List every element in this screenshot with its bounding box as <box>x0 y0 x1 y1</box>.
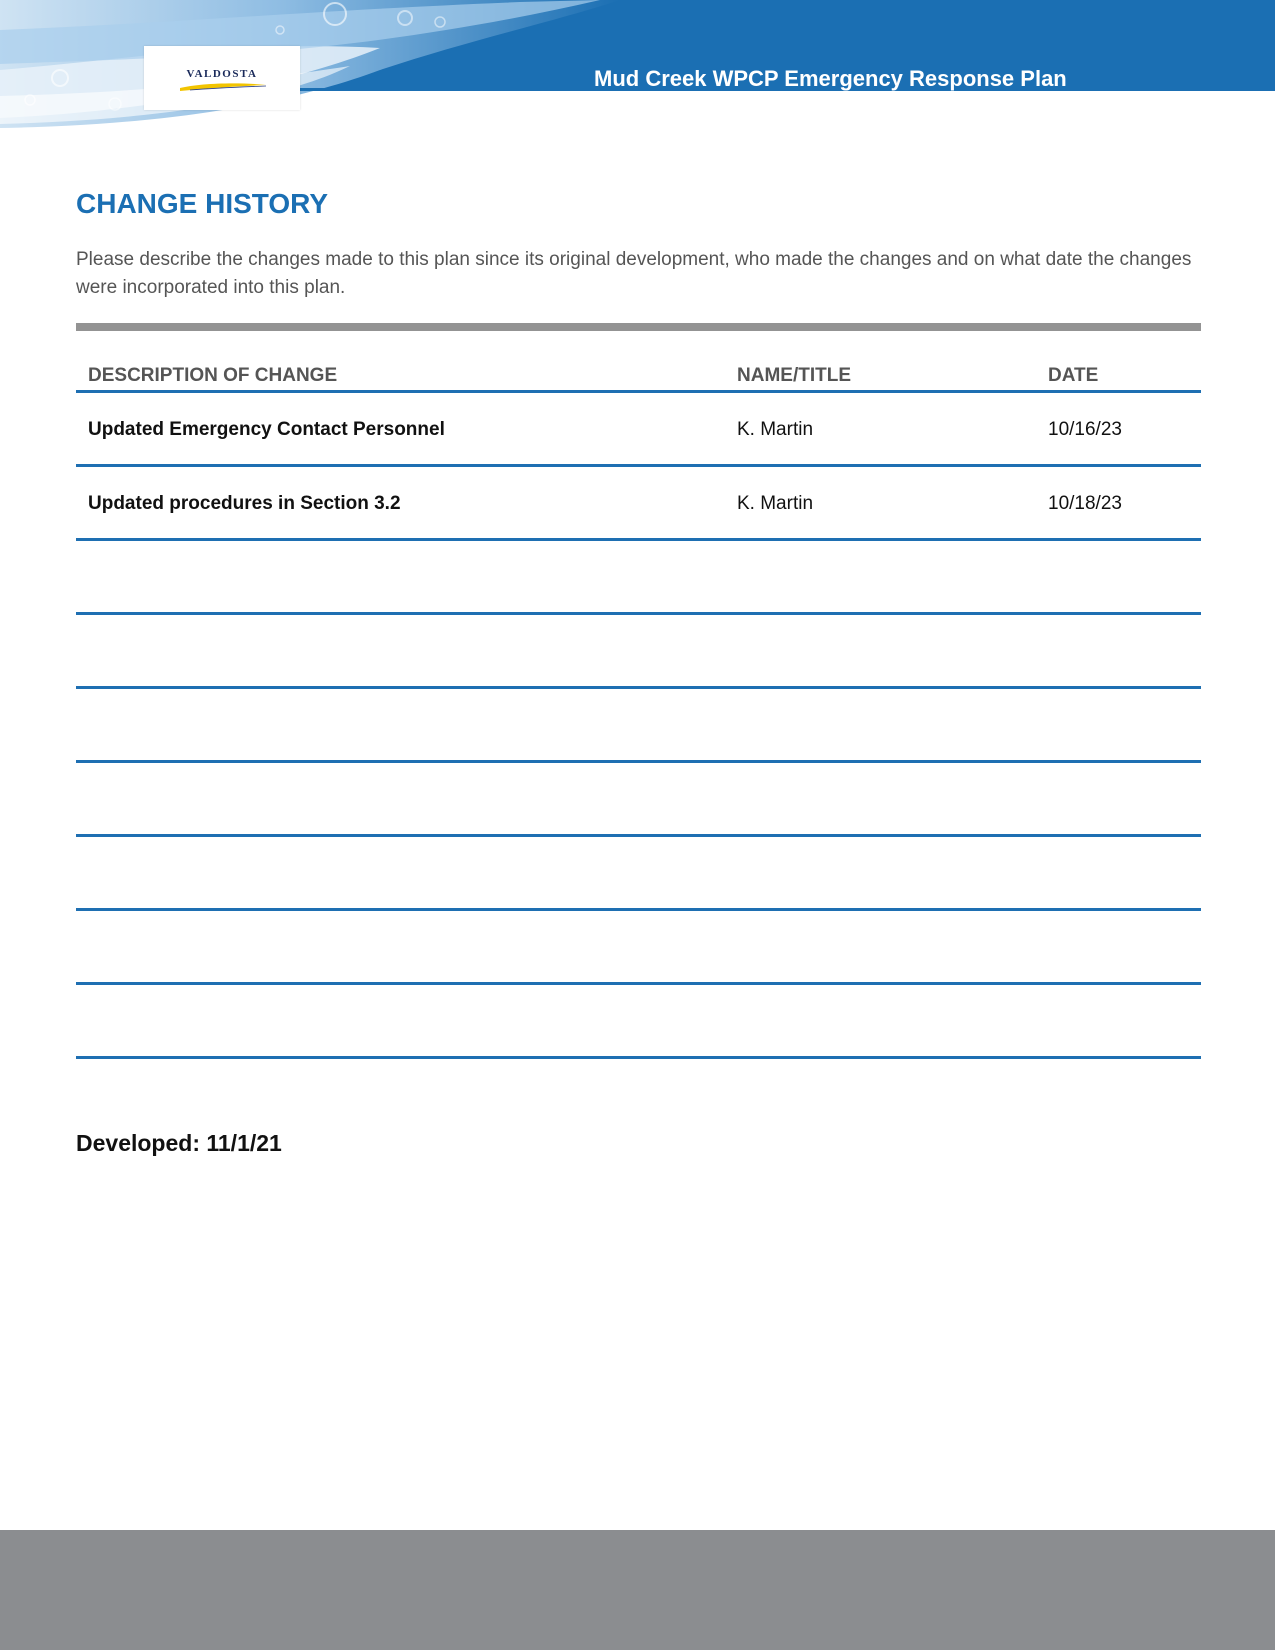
table-row <box>76 760 1201 834</box>
page-title: CHANGE HISTORY <box>76 188 329 219</box>
footer-bar <box>0 1530 1275 1650</box>
table-row <box>76 390 1201 464</box>
table-row <box>76 834 1201 908</box>
column-header-date: DATE <box>1048 365 1099 386</box>
intro-paragraph: Please describe the changes made to this plan since its original development, who made the changes and on what date the changes were incorporated into this plan. <box>76 249 1192 298</box>
table-row <box>76 612 1201 686</box>
developed-date: Developed: 11/1/21 <box>76 1130 282 1156</box>
change-history-table <box>76 390 1201 1059</box>
table-row <box>76 908 1201 982</box>
plan-title: Mud Creek WPCP Emergency Response Plan <box>594 66 1067 91</box>
row-description: Updated Emergency Contact Personnel <box>88 419 445 440</box>
valdosta-logo <box>144 46 300 110</box>
row-date: 10/18/23 <box>1048 493 1122 514</box>
column-header-name-title: NAME/TITLE <box>737 365 851 386</box>
table-row <box>76 538 1201 612</box>
column-header-description: DESCRIPTION OF CHANGE <box>88 365 338 386</box>
table-row <box>76 686 1201 760</box>
header-banner <box>0 0 1275 130</box>
row-name-title: K. Martin <box>737 419 814 440</box>
table-row <box>76 464 1201 538</box>
section-divider <box>76 323 1201 331</box>
logo-text: VALDOSTA <box>186 68 258 80</box>
logo-swoosh-icon <box>180 82 266 92</box>
table-row <box>76 982 1201 1056</box>
table-bottom-rule <box>76 1056 1201 1059</box>
row-name-title: K. Martin <box>737 493 814 514</box>
row-description: Updated procedures in Section 3.2 <box>88 493 401 514</box>
row-date: 10/16/23 <box>1048 419 1122 440</box>
